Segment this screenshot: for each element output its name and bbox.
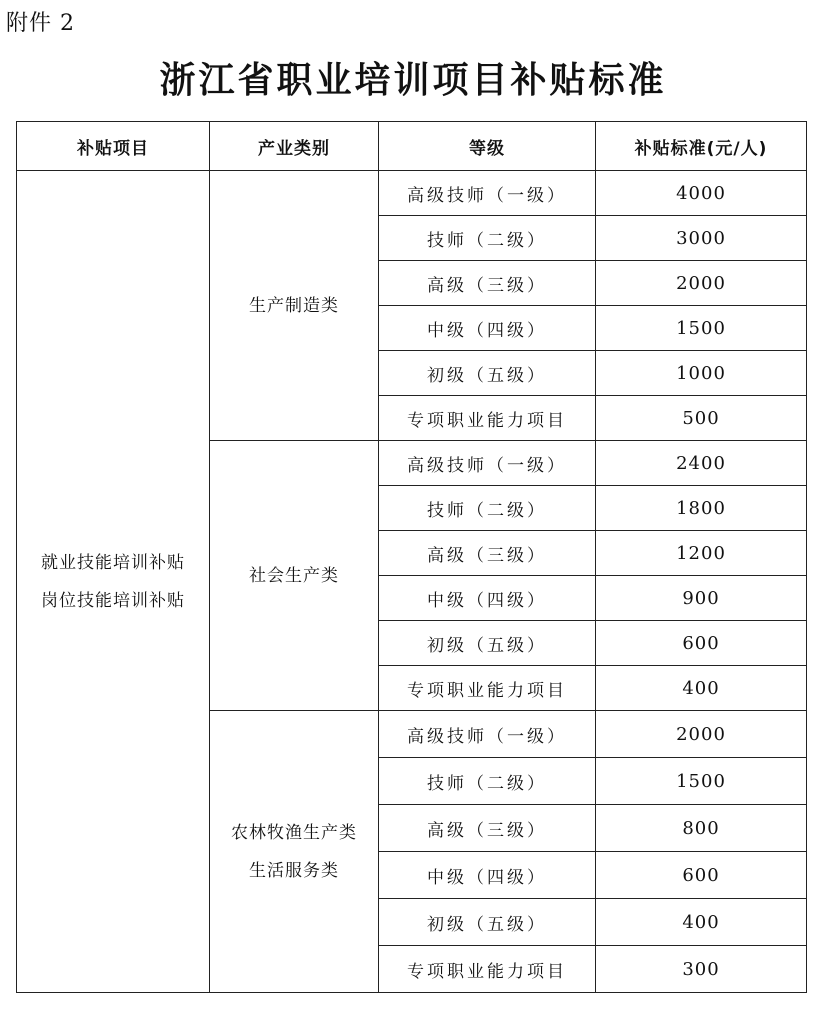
level-cell: 技师（二级）: [379, 758, 596, 805]
header-standard: 补贴标准(元/人): [596, 122, 807, 171]
amount-cell: 600: [596, 621, 807, 666]
subsidy-item-line: 就业技能培训补贴: [41, 552, 185, 573]
level-cell: 高级技师（一级）: [379, 171, 596, 216]
table-body: [17, 171, 807, 993]
level-cell: 技师（二级）: [379, 486, 596, 531]
amount-cell: 1200: [596, 531, 807, 576]
level-cell: 中级（四级）: [379, 306, 596, 351]
amount-cell: 1000: [596, 351, 807, 396]
header-level: 等级: [379, 122, 596, 171]
amount-cell: 900: [596, 576, 807, 621]
amount-cell: 3000: [596, 216, 807, 261]
category-name: 社会生产类: [249, 565, 339, 586]
subsidy-item-line: 岗位技能培训补贴: [41, 590, 185, 611]
amount-cell: 1800: [596, 486, 807, 531]
level-cell: 高级（三级）: [379, 261, 596, 306]
level-cell: 中级（四级）: [379, 576, 596, 621]
category-cell: [210, 171, 379, 441]
amount-cell: 400: [596, 899, 807, 946]
amount-cell: 1500: [596, 758, 807, 805]
header-category: 产业类别: [210, 122, 379, 171]
amount-cell: 2000: [596, 261, 807, 306]
category-name: 生活服务类: [249, 860, 339, 881]
level-cell: 中级（四级）: [379, 852, 596, 899]
table-header-row: [17, 122, 807, 171]
level-cell: 技师（二级）: [379, 216, 596, 261]
amount-cell: 2000: [596, 711, 807, 758]
category-name: 农林牧渔生产类: [231, 822, 357, 843]
amount-cell: 800: [596, 805, 807, 852]
subsidy-standard-table: [16, 121, 807, 993]
amount-cell: 1500: [596, 306, 807, 351]
subsidy-item-cell: [17, 171, 210, 993]
table-row: [17, 171, 807, 216]
category-name: 生产制造类: [249, 295, 339, 316]
amount-cell: 400: [596, 666, 807, 711]
level-cell: 高级技师（一级）: [379, 711, 596, 758]
amount-cell: 300: [596, 946, 807, 993]
header-item: 补贴项目: [17, 122, 210, 171]
level-cell: 高级（三级）: [379, 805, 596, 852]
category-cell: [210, 441, 379, 711]
level-cell: 高级（三级）: [379, 531, 596, 576]
level-cell: 专项职业能力项目: [379, 666, 596, 711]
amount-cell: 2400: [596, 441, 807, 486]
category-cell: [210, 711, 379, 993]
level-cell: 初级（五级）: [379, 351, 596, 396]
document-title: 浙江省职业培训项目补贴标准: [159, 59, 667, 101]
amount-cell: 600: [596, 852, 807, 899]
level-cell: 初级（五级）: [379, 899, 596, 946]
level-cell: 初级（五级）: [379, 621, 596, 666]
level-cell: 高级技师（一级）: [379, 441, 596, 486]
attachment-label: 附件 2: [6, 11, 75, 36]
amount-cell: 4000: [596, 171, 807, 216]
level-cell: 专项职业能力项目: [379, 396, 596, 441]
amount-cell: 500: [596, 396, 807, 441]
level-cell: 专项职业能力项目: [379, 946, 596, 993]
